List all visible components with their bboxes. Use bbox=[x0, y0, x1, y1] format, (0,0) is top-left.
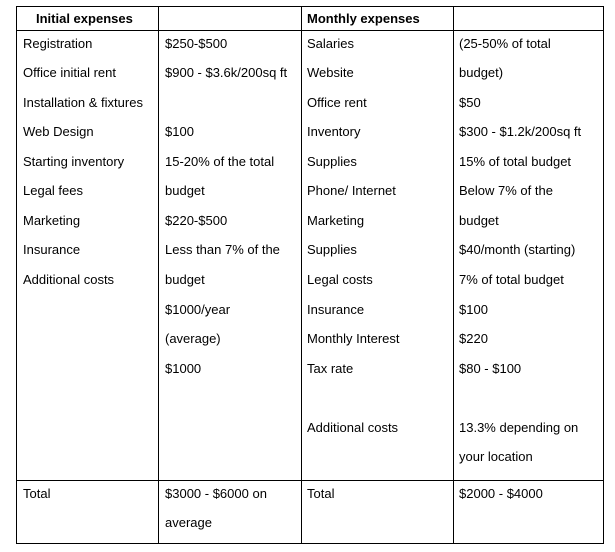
monthly-item-value: 7% of total budget bbox=[459, 272, 564, 287]
monthly-item-label: Additional costs bbox=[307, 420, 399, 435]
monthly-item-label: Tax rate bbox=[307, 361, 354, 376]
total-value-initial: $3000 - $6000 on bbox=[165, 486, 267, 501]
initial-item-value: budget bbox=[165, 183, 205, 198]
monthly-item-label: Office rent bbox=[307, 95, 367, 110]
initial-item-value: $1000 bbox=[165, 361, 202, 376]
monthly-item-label: Phone/ Internet bbox=[307, 183, 396, 198]
monthly-item-value: Below 7% of the bbox=[459, 183, 553, 198]
initial-item-label: Marketing bbox=[23, 213, 81, 228]
initial-item-label: Additional costs bbox=[23, 272, 115, 287]
total-value-initial-cont: average bbox=[165, 515, 212, 530]
initial-item-value: budget bbox=[165, 272, 205, 287]
initial-item-value: $100 bbox=[165, 124, 194, 139]
monthly-item-value: budget) bbox=[459, 65, 504, 80]
initial-item-value: $220-$500 bbox=[165, 213, 228, 228]
initial-item-value: $1000/year bbox=[165, 302, 231, 317]
monthly-item-value: $50 bbox=[459, 95, 481, 110]
header-monthly-expenses: Monthly expenses bbox=[307, 11, 420, 26]
monthly-item-label: Website bbox=[307, 65, 354, 80]
expenses-table bbox=[16, 6, 604, 544]
monthly-item-value: $300 - $1.2k/200sq ft bbox=[459, 124, 582, 139]
monthly-item-value: $220 bbox=[459, 331, 488, 346]
monthly-item-value: budget bbox=[459, 213, 499, 228]
initial-item-label: Starting inventory bbox=[23, 154, 125, 169]
total-divider bbox=[17, 480, 603, 481]
monthly-item-label: Legal costs bbox=[307, 272, 373, 287]
initial-item-value: $900 - $3.6k/200sq ft bbox=[165, 65, 288, 80]
initial-item-label: Office initial rent bbox=[23, 65, 116, 80]
header-initial-expenses: Initial expenses bbox=[36, 11, 133, 26]
initial-item-value: 15-20% of the total bbox=[165, 154, 275, 169]
initial-item-label: Installation & fixtures bbox=[23, 95, 143, 110]
total-value-monthly: $2000 - $4000 bbox=[459, 486, 543, 501]
monthly-item-value: your location bbox=[459, 449, 533, 464]
header-divider bbox=[17, 30, 603, 31]
monthly-item-value: 15% of total budget bbox=[459, 154, 572, 169]
monthly-item-label: Supplies bbox=[307, 242, 357, 257]
total-label-initial: Total bbox=[23, 486, 51, 501]
initial-item-label: Web Design bbox=[23, 124, 94, 139]
monthly-item-value: 13.3% depending on bbox=[459, 420, 579, 435]
column-divider bbox=[453, 7, 454, 543]
monthly-item-value: (25-50% of total bbox=[459, 36, 551, 51]
monthly-item-value: $40/month (starting) bbox=[459, 242, 576, 257]
initial-item-value: Less than 7% of the bbox=[165, 242, 280, 257]
monthly-item-value: $80 - $100 bbox=[459, 361, 522, 376]
initial-item-label: Registration bbox=[23, 36, 93, 51]
initial-item-label: Insurance bbox=[23, 242, 81, 257]
column-divider bbox=[158, 7, 159, 543]
initial-item-label: Legal fees bbox=[23, 183, 83, 198]
monthly-item-label: Inventory bbox=[307, 124, 361, 139]
total-label-monthly: Total bbox=[307, 486, 335, 501]
monthly-item-label: Supplies bbox=[307, 154, 357, 169]
monthly-item-label: Salaries bbox=[307, 36, 354, 51]
monthly-item-label: Marketing bbox=[307, 213, 365, 228]
column-divider bbox=[301, 7, 302, 543]
monthly-item-value: $100 bbox=[459, 302, 488, 317]
initial-item-value: (average) bbox=[165, 331, 221, 346]
monthly-item-label: Monthly Interest bbox=[307, 331, 400, 346]
initial-item-value: $250-$500 bbox=[165, 36, 228, 51]
monthly-item-label: Insurance bbox=[307, 302, 365, 317]
